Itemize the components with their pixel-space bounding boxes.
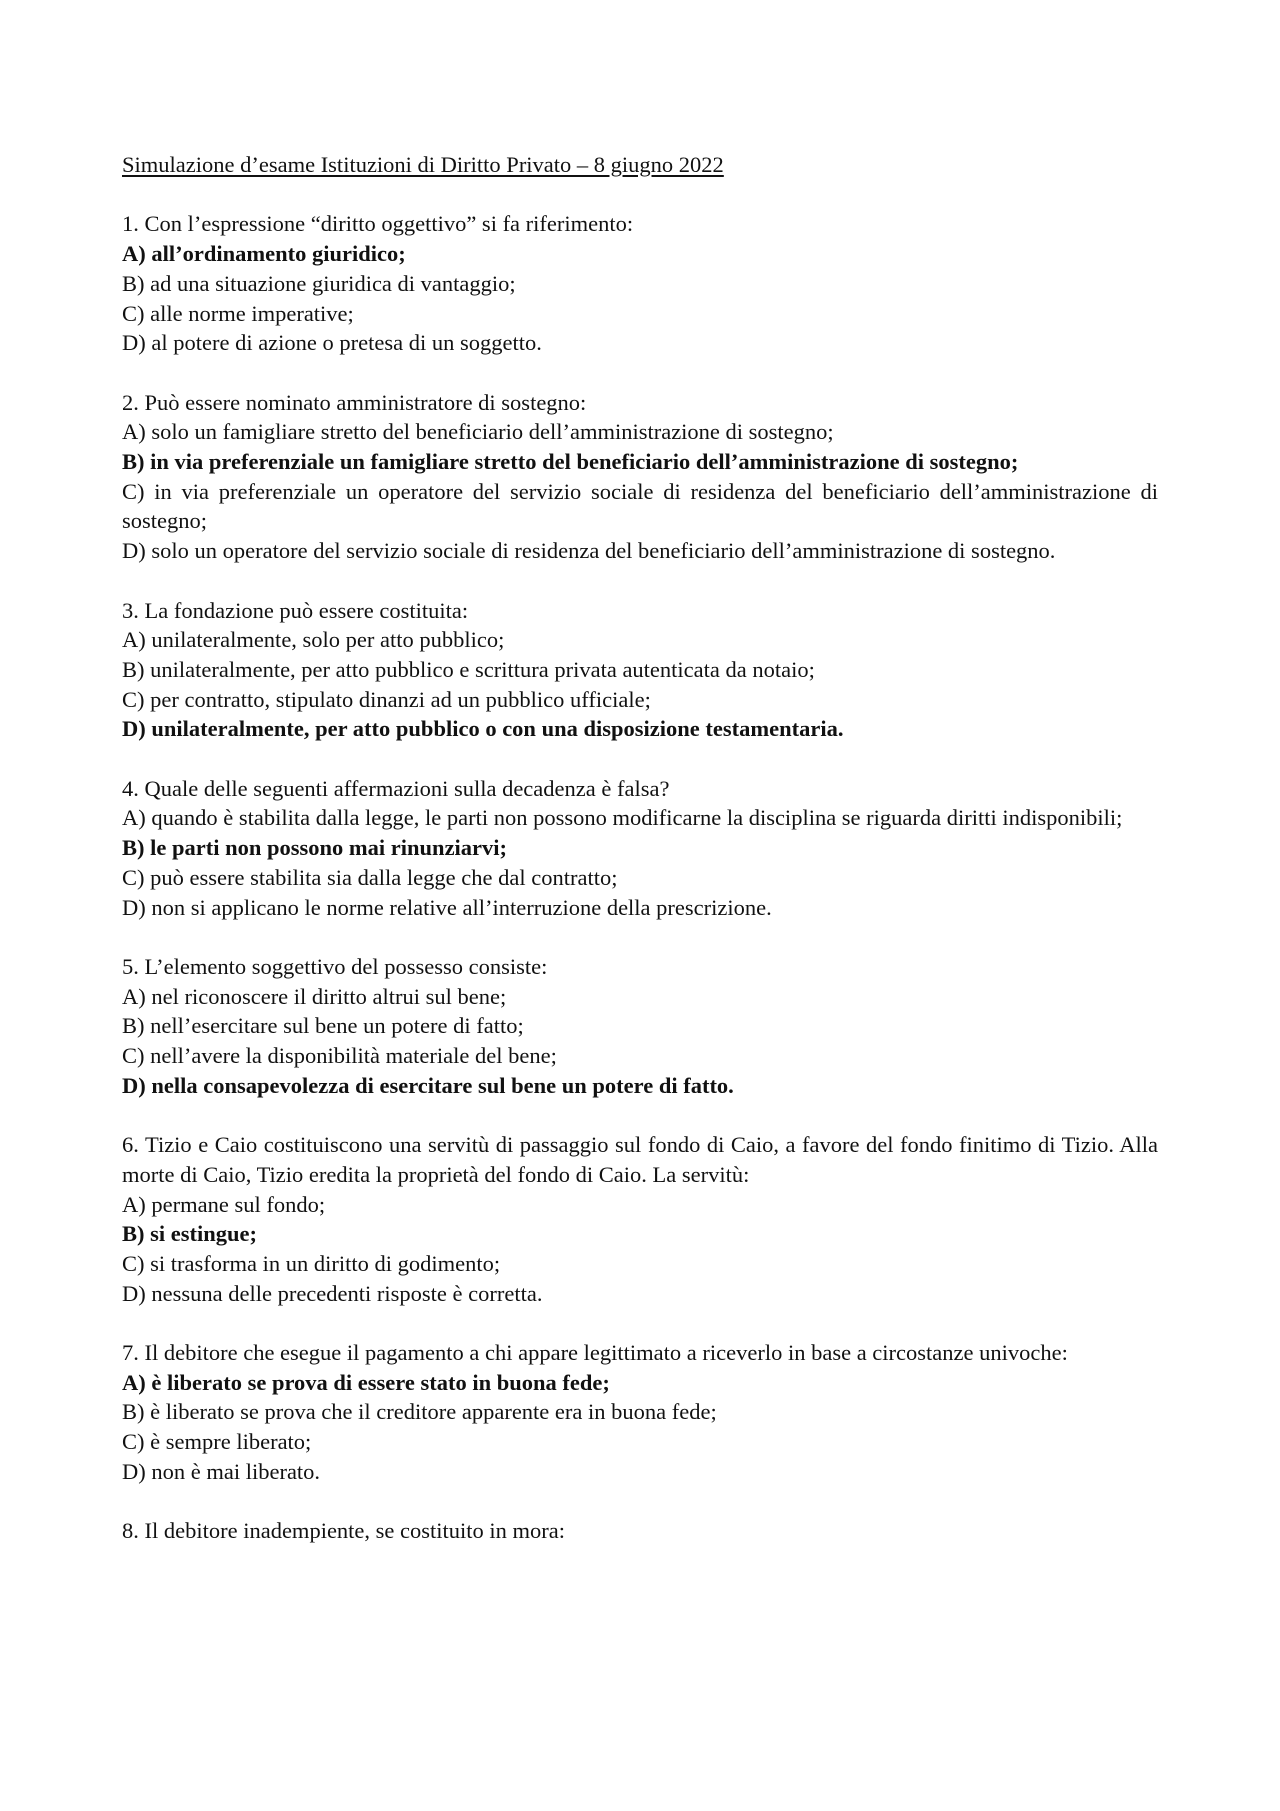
question-text: 6. Tizio e Caio costituiscono una servitù di passaggio sul fondo di Caio, a favore del fondo finitimo di Tizio. Alla morte di Caio, Tizio eredita la proprietà del fondo di Caio. La servitù: — [122, 1132, 1158, 1187]
answer-option: A) unilateralmente, solo per atto pubblico; — [122, 627, 505, 653]
answer-option: D) solo un operatore del servizio sociale di residenza del beneficiario dell’amministrazione di sostegno. — [122, 538, 1056, 564]
answer-option: B) in via preferenziale un famigliare stretto del beneficiario dell’amministrazione di sostegno; — [122, 449, 1019, 474]
answer-option: D) unilateralmente, per atto pubblico o con una disposizione testamentaria. — [122, 716, 844, 742]
question-text: 1. Con l’espressione “diritto oggettivo” si fa riferimento: — [122, 211, 634, 237]
question-8 — [122, 1516, 1158, 1546]
question-text: 2. Può essere nominato amministratore di sostegno: — [122, 389, 587, 415]
question-text: 8. Il debitore inadempiente, se costituito in mora: — [122, 1518, 566, 1544]
document-title: Simulazione d’esame Istituzioni di Diritto Privato – 8 giugno 2022 — [122, 152, 724, 177]
answer-option: B) le parti non possono mai rinunziarvi; — [122, 835, 508, 861]
answer-option: C) alle norme imperative; — [122, 300, 354, 326]
answer-option: D) al potere di azione o pretesa di un soggetto. — [122, 330, 542, 356]
question-text: 4. Quale delle seguenti affermazioni sulla decadenza è falsa? — [122, 775, 670, 801]
answer-option: D) non si applicano le norme relative all’interruzione della prescrizione. — [122, 894, 772, 920]
question-2 — [122, 388, 1158, 566]
answer-option: A) quando è stabilita dalla legge, le parti non possono modificarne la disciplina se riguarda diritti indisponibili; — [122, 805, 1123, 831]
answer-option: B) è liberato se prova che il creditore apparente era in buona fede; — [122, 1399, 717, 1425]
answer-option: B) nell’esercitare sul bene un potere di fatto; — [122, 1013, 524, 1039]
answer-option: C) si trasforma in un diritto di godimento; — [122, 1250, 501, 1276]
question-text: 7. Il debitore che esegue il pagamento a chi appare legittimato a riceverlo in base a circostanze univoche: — [122, 1340, 1068, 1366]
question-1 — [122, 209, 1158, 358]
document-page — [122, 150, 1158, 1576]
question-5 — [122, 952, 1158, 1101]
answer-option: C) nell’avere la disponibilità materiale del bene; — [122, 1043, 557, 1069]
question-4 — [122, 774, 1158, 923]
answer-option: B) si estingue; — [122, 1221, 257, 1247]
answer-option: A) all’ordinamento giuridico; — [122, 241, 406, 267]
answer-option: A) è liberato se prova di essere stato in buona fede; — [122, 1369, 610, 1395]
answer-option: B) ad una situazione giuridica di vantaggio; — [122, 270, 516, 296]
answer-option: B) unilateralmente, per atto pubblico e scrittura privata autenticata da notaio; — [122, 656, 815, 682]
question-6 — [122, 1130, 1158, 1308]
answer-option: C) in via preferenziale un operatore del servizio sociale di residenza del beneficiario dell’amministrazione di sostegno; — [122, 478, 1158, 534]
answer-option: D) nella consapevolezza di esercitare sul bene un potere di fatto. — [122, 1072, 734, 1098]
answer-option: D) nessuna delle precedenti risposte è corretta. — [122, 1280, 543, 1306]
answer-option: A) nel riconoscere il diritto altrui sul bene; — [122, 983, 507, 1009]
answer-option: C) può essere stabilita sia dalla legge che dal contratto; — [122, 864, 618, 890]
question-7 — [122, 1338, 1158, 1487]
answer-option: D) non è mai liberato. — [122, 1458, 321, 1484]
question-text: 3. La fondazione può essere costituita: — [122, 597, 469, 623]
answer-option: C) è sempre liberato; — [122, 1429, 312, 1455]
answer-option: A) permane sul fondo; — [122, 1191, 326, 1217]
answer-option: C) per contratto, stipulato dinanzi ad un pubblico ufficiale; — [122, 686, 651, 712]
question-3 — [122, 596, 1158, 745]
answer-option: A) solo un famigliare stretto del beneficiario dell’amministrazione di sostegno; — [122, 419, 834, 445]
question-text: 5. L’elemento soggettivo del possesso consiste: — [122, 953, 548, 979]
